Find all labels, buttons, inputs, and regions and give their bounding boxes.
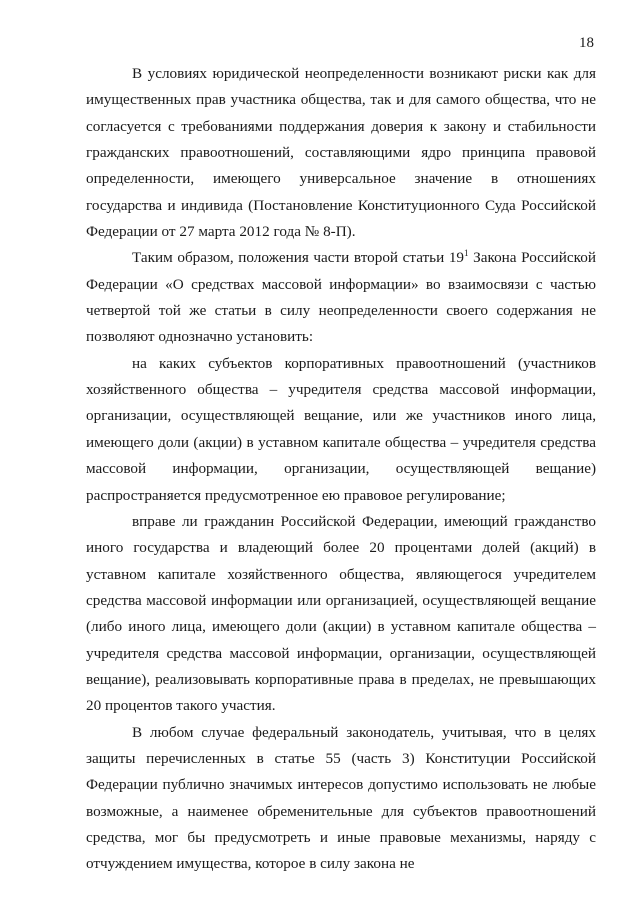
paragraph-subjects-question: на каких субъектов корпоративных правоотношений (участников хозяйственного общества – учредителя средства массовой информации, организации, осуществляющей вещание, или же участников иного лица, имеющего доли (акции) в уставном капитале общества – учредителя средства массовой информации, организации, осуществляющей вещание) распространяется предусмотренное ею правовое регулирование; xyxy=(86,354,596,504)
article-superscript: 1 xyxy=(464,248,469,259)
paragraph-conclusion-text-start: Таким образом, положения части второй статьи 19 xyxy=(132,249,465,267)
paragraph-conclusion xyxy=(86,245,596,350)
document-body xyxy=(86,61,596,878)
paragraph-citizen-rights-question: вправе ли гражданин Российской Федерации, имеющий гражданство иного государства и владеющий более 20 процентами долей (акций) в уставном капитале хозяйственного общества, являющегося учредителем средства массовой информации или организацией, осуществляющей вещание (либо иного лица, имеющего доли (акции) в уставном капитале общества – учредителя средства массовой информации, организации, осуществляющей вещание), реализовывать корпоративные права в пределах, не превышающих 20 процентов такого участия. xyxy=(86,512,596,715)
paragraph-conclusion-text-end: Закона Российской Федерации «О средствах массовой информации» во взаимосвязи с частью четвертой той же статьи в силу неопределенности своего содержания не позволяют однозначно установить: xyxy=(86,249,596,346)
paragraph-legislator-options: В любом случае федеральный законодатель, учитывая, что в целях защиты перечисленных в статье 55 (часть 3) Конституции Российской Федерации публично значимых интересов допустимо использовать не любые возможные, а наименее обременительные для субъектов правоотношений средства, мог бы предусмотреть и иные правовые механизмы, наряду с отчуждением имущества, которое в силу закона не xyxy=(86,723,596,873)
paragraph-legal-uncertainty: В условиях юридической неопределенности возникают риски как для имущественных прав участника общества, так и для самого общества, что не согласуется с требованиями поддержания доверия к закону и стабильности гражданских правоотношений, составляющими ядро принципа правовой определенности, имеющего универсальное значение в отношениях государства и индивида (Постановление Конституционного Суда Российской Федерации от 27 марта 2012 года № 8-П). xyxy=(86,65,596,241)
page-number: 18 xyxy=(579,35,594,51)
